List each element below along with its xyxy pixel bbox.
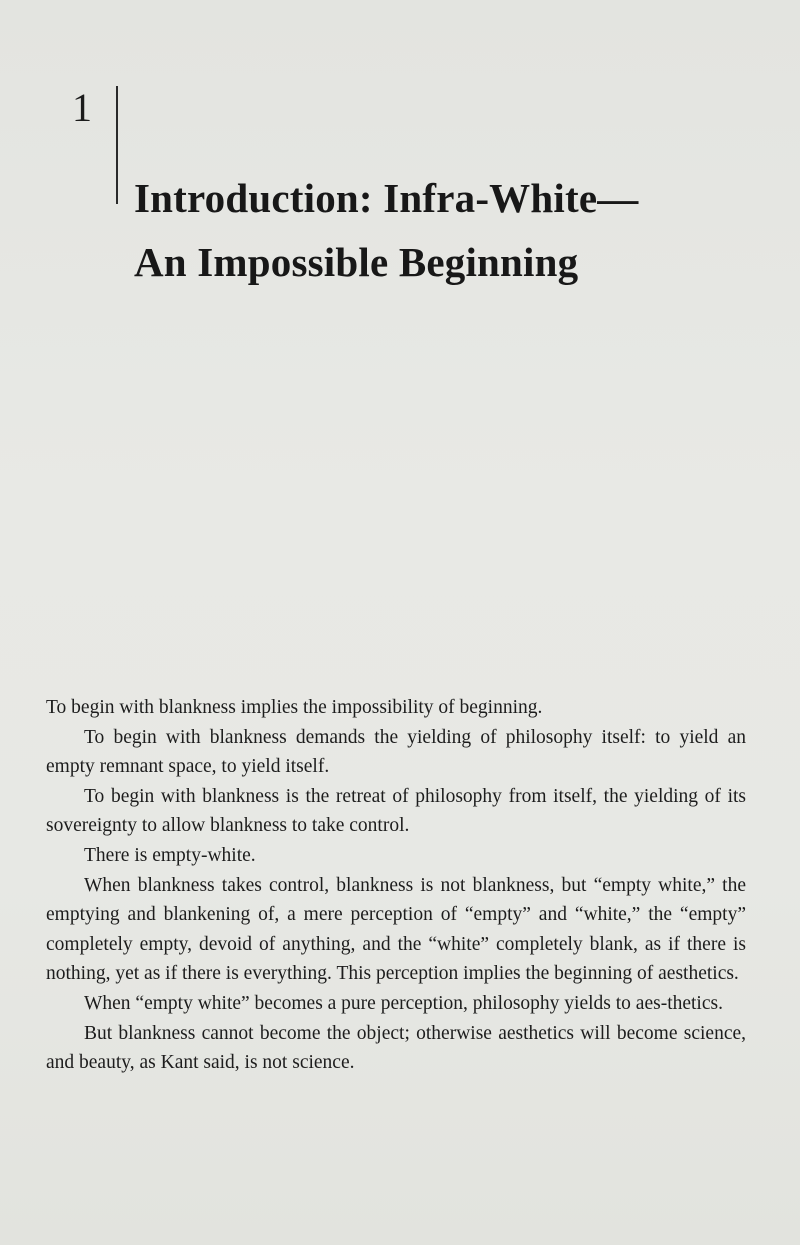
paragraph-5: When blankness takes control, blankness is not blankness, but “empty white,” the emptying and blankening of, a mere perception of “empty” and “white,” the “empty” completely empty, devoid of anything, and the “white” completely blank, as if there is nothing, yet as if there is everything. This perception implies the beginning of aesthetics. xyxy=(46,874,746,985)
paragraph-6: When “empty white” becomes a pure perception, philosophy yields to aes-thetics. xyxy=(84,992,723,1014)
paragraph-3: To begin with blankness is the retreat of philosophy from itself, the yielding of its sovereignty to allow blankness to take control. xyxy=(46,785,746,837)
chapter-divider-rule xyxy=(116,86,118,204)
chapter-number: 1 xyxy=(72,85,92,130)
chapter-title-line-2: An Impossible Beginning xyxy=(134,239,579,285)
paragraph-7: But blankness cannot become the object; otherwise aesthetics will become science, and beauty, as Kant said, is not science. xyxy=(46,1022,746,1074)
paragraph-1: To begin with blankness implies the impossibility of beginning. xyxy=(46,697,543,718)
paragraph-2: To begin with blankness demands the yielding of philosophy itself: to yield an empty remnant space, to yield itself. xyxy=(46,726,746,778)
paragraph-4: There is empty-white. xyxy=(84,844,256,866)
body-text xyxy=(46,693,746,1078)
chapter-title xyxy=(134,166,774,294)
chapter-title-line-1: Introduction: Infra-White— xyxy=(134,175,639,221)
